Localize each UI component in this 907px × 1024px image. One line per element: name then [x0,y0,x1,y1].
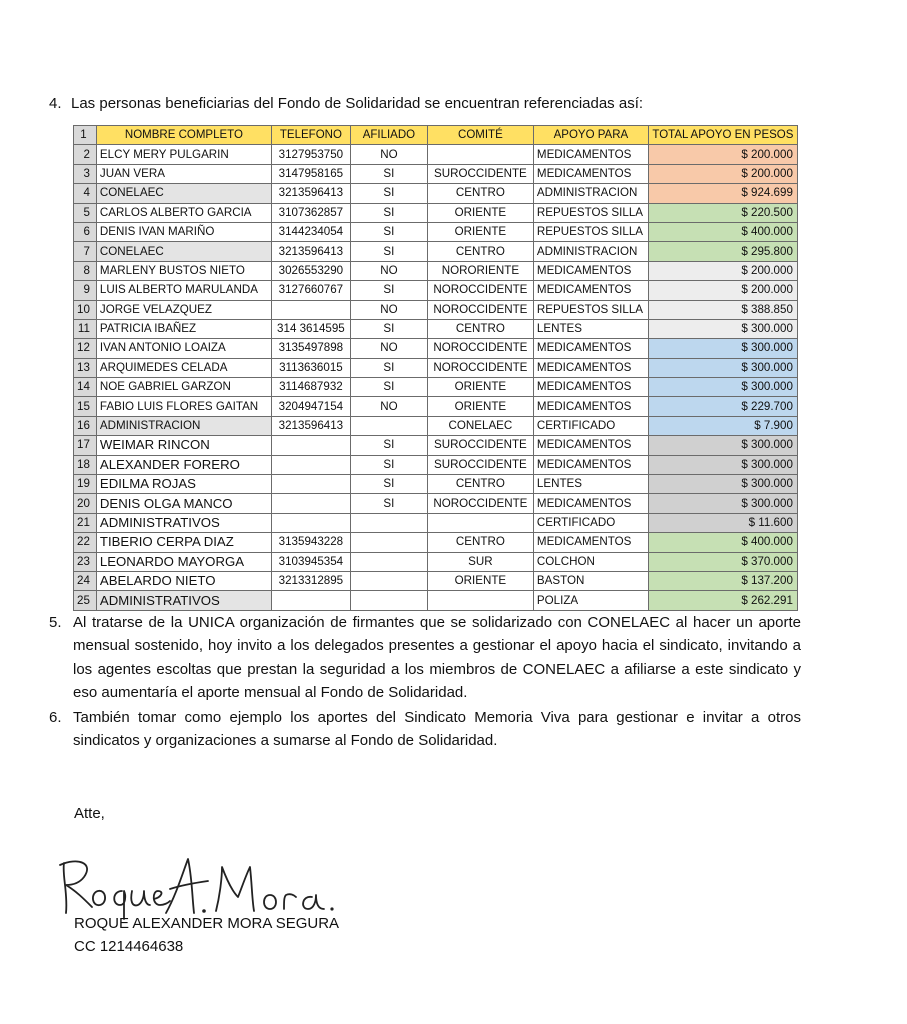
row-comite: NOROCCIDENTE [427,358,533,377]
header-total: TOTAL APOYO EN PESOS [648,126,797,145]
row-index: 13 [74,358,97,377]
table-row [74,397,798,416]
row-total: $ 300.000 [648,358,797,377]
table-row [74,513,798,532]
row-total: $ 200.000 [648,164,797,183]
row-afiliado: NO [350,339,427,358]
row-total: $ 300.000 [648,378,797,397]
row-telefono: 3213596413 [271,416,350,435]
row-afiliado [350,571,427,590]
row-telefono: 3204947154 [271,397,350,416]
table-row [74,164,798,183]
row-apoyo: MEDICAMENTOS [533,533,648,552]
row-comite: NORORIENTE [427,261,533,280]
row-total: $ 388.850 [648,300,797,319]
row-afiliado: NO [350,397,427,416]
row-total: $ 300.000 [648,494,797,513]
row-index: 15 [74,397,97,416]
row-afiliado [350,552,427,571]
row-apoyo: COLCHON [533,552,648,571]
row-comite: SUROCCIDENTE [427,436,533,455]
row-index: 4 [74,184,97,203]
row-afiliado: SI [350,281,427,300]
row-name: ARQUIMEDES CELADA [96,358,271,377]
row-comite: NOROCCIDENTE [427,494,533,513]
row-afiliado: SI [350,358,427,377]
row-name: PATRICIA IBAÑEZ [96,319,271,338]
row-comite [427,145,533,164]
row-telefono: 3127660767 [271,281,350,300]
header-nombre: NOMBRE COMPLETO [96,126,271,145]
row-index: 2 [74,145,97,164]
row-apoyo: MEDICAMENTOS [533,358,648,377]
item-5-text: Al tratarse de la UNICA organización de firmantes que se solidarizado con CONELAEC al hacer un aporte mensual sostenido, hoy invito a los delegados presentes a gestionar el apoyo hacia el sindicato, invitando a los agentes escoltas que prestan la seguridad a los miembros de CONELAEC a afiliarse a este sindicato y eso aumentaría el aporte mensual al Fondo de Solidaridad. [73,614,801,702]
row-apoyo: ADMINISTRACION [533,242,648,261]
row-afiliado: SI [350,436,427,455]
row-afiliado: SI [350,475,427,494]
row-index: 14 [74,378,97,397]
row-telefono: 3113636015 [271,358,350,377]
row-name: DENIS OLGA MANCO [96,494,271,513]
row-afiliado [350,416,427,435]
row-apoyo: MEDICAMENTOS [533,397,648,416]
table-row [74,533,798,552]
header-telefono: TELEFONO [271,126,350,145]
row-total: $ 262.291 [648,591,797,610]
row-telefono [271,475,350,494]
row-name: JORGE VELAZQUEZ [96,300,271,319]
row-apoyo: MEDICAMENTOS [533,261,648,280]
row-name: ABELARDO NIETO [96,571,271,590]
row-index: 11 [74,319,97,338]
row-comite: CONELAEC [427,416,533,435]
row-afiliado: SI [350,378,427,397]
row-comite: CENTRO [427,319,533,338]
row-apoyo: MEDICAMENTOS [533,494,648,513]
row-index: 20 [74,494,97,513]
row-index: 16 [74,416,97,435]
row-index: 12 [74,339,97,358]
signer-name: ROQUE ALEXANDER MORA SEGURA [74,915,340,932]
row-afiliado: SI [350,184,427,203]
row-afiliado: NO [350,261,427,280]
row-apoyo: CERTIFICADO [533,416,648,435]
row-afiliado: SI [350,242,427,261]
row-telefono: 3144234054 [271,222,350,241]
row-afiliado [350,533,427,552]
row-apoyo: BASTON [533,571,648,590]
row-total: $ 400.000 [648,222,797,241]
table-row [74,261,798,280]
item-4-number: 4. [49,95,62,112]
row-telefono: 3127953750 [271,145,350,164]
row-name: ALEXANDER FORERO [96,455,271,474]
row-comite: ORIENTE [427,571,533,590]
row-index: 8 [74,261,97,280]
row-total: $ 300.000 [648,436,797,455]
row-telefono [271,300,350,319]
row-comite: NOROCCIDENTE [427,281,533,300]
table-row [74,436,798,455]
row-index: 7 [74,242,97,261]
row-name: ADMINISTRATIVOS [96,591,271,610]
table-row [74,475,798,494]
row-total: $ 295.800 [648,242,797,261]
row-comite: CENTRO [427,184,533,203]
row-apoyo: POLIZA [533,591,648,610]
item-6 [49,706,801,753]
row-index: 19 [74,475,97,494]
row-apoyo: MEDICAMENTOS [533,378,648,397]
table-row [74,494,798,513]
row-afiliado: NO [350,145,427,164]
row-comite: CENTRO [427,475,533,494]
row-name: DENIS IVAN MARIÑO [96,222,271,241]
header-apoyo: APOYO PARA [533,126,648,145]
row-apoyo: MEDICAMENTOS [533,455,648,474]
row-afiliado: SI [350,222,427,241]
row-apoyo: LENTES [533,475,648,494]
row-apoyo: MEDICAMENTOS [533,339,648,358]
row-apoyo: MEDICAMENTOS [533,164,648,183]
item-5-number: 5. [49,614,62,631]
table-row [74,358,798,377]
row-comite: NOROCCIDENTE [427,339,533,358]
row-total: $ 300.000 [648,319,797,338]
row-telefono: 3107362857 [271,203,350,222]
row-apoyo: MEDICAMENTOS [533,436,648,455]
row-name: ADMINISTRATIVOS [96,513,271,532]
row-apoyo: MEDICAMENTOS [533,145,648,164]
table-row [74,203,798,222]
row-name: LUIS ALBERTO MARULANDA [96,281,271,300]
row-comite [427,513,533,532]
row-telefono: 3147958165 [271,164,350,183]
row-index: 17 [74,436,97,455]
row-telefono [271,494,350,513]
row-total: $ 229.700 [648,397,797,416]
row-total: $ 200.000 [648,281,797,300]
signer-id: CC 1214464638 [74,938,184,955]
item-6-number: 6. [49,709,62,726]
row-apoyo: REPUESTOS SILLA [533,203,648,222]
row-total: $ 370.000 [648,552,797,571]
row-afiliado: SI [350,164,427,183]
row-apoyo: MEDICAMENTOS [533,281,648,300]
row-name: WEIMAR RINCON [96,436,271,455]
row-index: 23 [74,552,97,571]
row-telefono [271,591,350,610]
row-apoyo: REPUESTOS SILLA [533,222,648,241]
beneficiaries-table [73,125,798,611]
item-4 [49,95,643,112]
row-apoyo: REPUESTOS SILLA [533,300,648,319]
row-telefono: 3213312895 [271,571,350,590]
row-name: CONELAEC [96,184,271,203]
row-afiliado [350,513,427,532]
row-comite: ORIENTE [427,222,533,241]
row-total: $ 7.900 [648,416,797,435]
row-index: 9 [74,281,97,300]
row-index: 3 [74,164,97,183]
header-index: 1 [74,126,97,145]
row-telefono [271,436,350,455]
row-afiliado: NO [350,300,427,319]
row-name: EDILMA ROJAS [96,475,271,494]
row-total: $ 924.699 [648,184,797,203]
table-row [74,591,798,610]
row-total: $ 200.000 [648,261,797,280]
row-comite: NOROCCIDENTE [427,300,533,319]
row-afiliado: SI [350,203,427,222]
row-name: ELCY MERY PULGARIN [96,145,271,164]
item-4-text: Las personas beneficiarias del Fondo de Solidaridad se encuentran referenciadas así: [71,95,644,112]
row-name: TIBERIO CERPA DIAZ [96,533,271,552]
row-apoyo: LENTES [533,319,648,338]
row-telefono: 3026553290 [271,261,350,280]
row-name: CONELAEC [96,242,271,261]
row-total: $ 300.000 [648,455,797,474]
table-row [74,281,798,300]
table-row [74,222,798,241]
row-name: FABIO LUIS FLORES GAITAN [96,397,271,416]
table-row [74,300,798,319]
row-name: NOE GABRIEL GARZON [96,378,271,397]
row-total: $ 200.000 [648,145,797,164]
row-name: LEONARDO MAYORGA [96,552,271,571]
row-index: 22 [74,533,97,552]
row-comite: CENTRO [427,242,533,261]
row-total: $ 300.000 [648,339,797,358]
row-afiliado: SI [350,319,427,338]
item-5 [49,611,801,705]
row-comite: SUROCCIDENTE [427,164,533,183]
item-6-text: También tomar como ejemplo los aportes del Sindicato Memoria Viva para gestionar e invitar a otros sindicatos y organizaciones a sumarse al Fondo de Solidaridad. [73,709,801,750]
table-row [74,319,798,338]
row-total: $ 137.200 [648,571,797,590]
row-index: 6 [74,222,97,241]
row-index: 18 [74,455,97,474]
table-row [74,378,798,397]
row-telefono: 3135943228 [271,533,350,552]
row-telefono: 3213596413 [271,242,350,261]
row-afiliado: SI [350,494,427,513]
row-afiliado: SI [350,455,427,474]
row-comite: ORIENTE [427,203,533,222]
row-telefono: 3213596413 [271,184,350,203]
row-name: MARLENY BUSTOS NIETO [96,261,271,280]
table-row [74,242,798,261]
row-comite: CENTRO [427,533,533,552]
row-telefono: 3135497898 [271,339,350,358]
row-telefono: 314 3614595 [271,319,350,338]
row-comite: ORIENTE [427,397,533,416]
row-index: 25 [74,591,97,610]
row-name: JUAN VERA [96,164,271,183]
row-telefono [271,513,350,532]
table-header-row [74,126,798,145]
header-comite: COMITÉ [427,126,533,145]
row-total: $ 400.000 [648,533,797,552]
row-index: 24 [74,571,97,590]
row-total: $ 220.500 [648,203,797,222]
table-row [74,339,798,358]
table-row [74,184,798,203]
row-name: IVAN ANTONIO LOAIZA [96,339,271,358]
row-index: 5 [74,203,97,222]
header-afiliado: AFILIADO [350,126,427,145]
row-comite: SUR [427,552,533,571]
row-comite: ORIENTE [427,378,533,397]
row-total: $ 11.600 [648,513,797,532]
row-index: 21 [74,513,97,532]
table-row [74,455,798,474]
table-row [74,552,798,571]
table-row [74,145,798,164]
row-comite: SUROCCIDENTE [427,455,533,474]
table-row [74,571,798,590]
row-telefono: 3103945354 [271,552,350,571]
row-telefono [271,455,350,474]
row-apoyo: CERTIFICADO [533,513,648,532]
row-index: 10 [74,300,97,319]
row-apoyo: ADMINISTRACION [533,184,648,203]
closing: Atte, [74,805,105,822]
table-row [74,416,798,435]
row-telefono: 3114687932 [271,378,350,397]
row-afiliado [350,591,427,610]
row-comite [427,591,533,610]
row-name: ADMINISTRACION [96,416,271,435]
row-total: $ 300.000 [648,475,797,494]
row-name: CARLOS ALBERTO GARCIA [96,203,271,222]
